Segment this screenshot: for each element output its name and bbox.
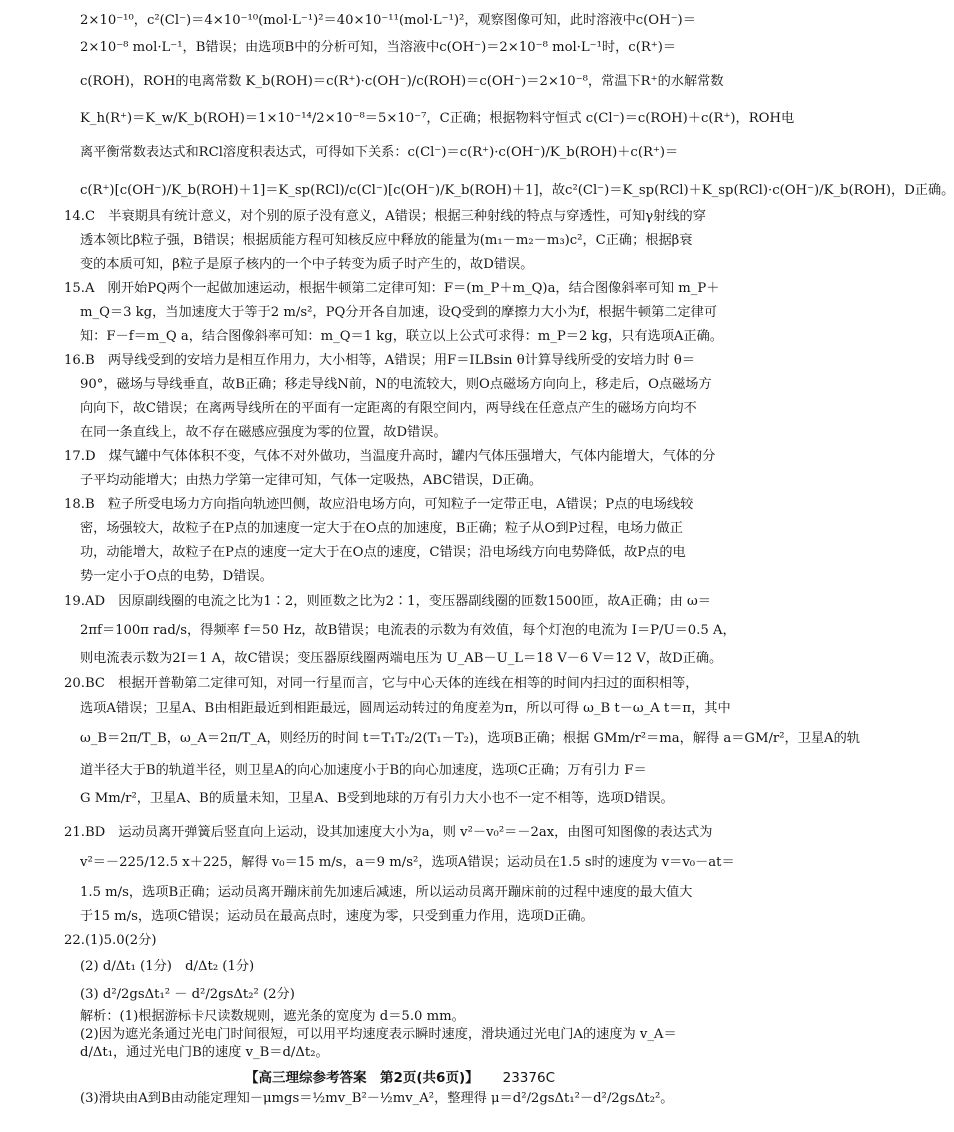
- text-line: 变的本质可知，β粒子是原子核内的一个中子转变为质子时产生的，故D错误。: [80, 257, 534, 272]
- text-line: K_h(R⁺)＝K_w/K_b(ROH)＝1×10⁻¹⁴/2×10⁻⁸＝5×10⁻⁷，C正确；根据物料守恒式 c(Cl⁻)＝c(ROH)＋c(R⁺)，ROH电: [80, 111, 795, 126]
- text-line: 1.5 m/s，选项B正确；运动员离开蹦床前先加速后减速，所以运动员离开蹦床前的过程中速度的最大值大: [80, 885, 693, 900]
- text-line: 密，场强较大，故粒子在P点的加速度一定大于在O点的加速度，B正确；粒子从O到P过程，电场力做正: [80, 521, 683, 536]
- text-line: 道半径大于B的轨道半径，则卫星A的向心加速度小于B的向心加速度，选项C正确；万有引力 F＝: [80, 763, 647, 778]
- answer-22: 22.(1)5.0(2分): [64, 933, 157, 948]
- text-line: m_Q＝3 kg，当加速度大于等于2 m/s²，PQ分开各自加速，设Q受到的摩擦力大小为f，根据牛顿第二定律可: [80, 305, 718, 320]
- analysis-line: 解析：(1)根据游标卡尺读数规则，遮光条的宽度为 d＝5.0 mm。: [80, 1009, 465, 1024]
- answer-22-part-2: (2) d/Δt₁ (1分) d/Δt₂ (1分): [80, 959, 255, 974]
- answer-14: 14.C 半衰期具有统计意义，对个别的原子没有意义，A错误；根据三种射线的特点与穿透性，可知γ射线的穿: [64, 209, 706, 224]
- text-line: 在同一条直线上，故不存在磁感应强度为零的位置，故D错误。: [80, 425, 447, 440]
- page-footer: [0, 1066, 800, 1086]
- answer-15: 15.A 刚开始PQ两个一起做加速运动，根据牛顿第二定律可知：F＝(m_P＋m_Q)a，结合图像斜率可知 m_P＋: [64, 281, 720, 296]
- answer-22-part-3: (3) d²/2gsΔt₁² － d²/2gsΔt₂² (2分): [80, 987, 295, 1002]
- text-line: 2×10⁻¹⁰，c²(Cl⁻)＝4×10⁻¹⁰(mol·L⁻¹)²＝40×10⁻¹¹(mol·L⁻¹)²，观察图像可知，此时溶液中c(OH⁻)＝: [80, 13, 696, 28]
- text-line: 离平衡常数表达式和RCl溶度积表达式，可得如下关系：c(Cl⁻)＝c(R⁺)·c(OH⁻)/K_b(ROH)＋c(R⁺)＝: [80, 145, 679, 160]
- text-line: ω_B＝2π/T_B，ω_A＝2π/T_A，则经历的时间 t＝T₁T₂/2(T₁－T₂)，选项B正确；根据 GMm/r²＝ma，解得 a＝GM/r²，卫星A的轨: [80, 731, 860, 746]
- text-line: 向向下，故C错误；在离两导线所在的平面有一定距离的有限空间内，两导线在任意点产生的磁场方向均不: [80, 401, 697, 416]
- answer-18: 18.B 粒子所受电场力方向指向轨迹凹侧，故应沿电场方向，可知粒子一定带正电，A错误；P点的电场线较: [64, 497, 694, 512]
- text-line: 子平均动能增大；由热力学第一定律可知，气体一定吸热，ABC错误，D正确。: [80, 473, 543, 488]
- analysis-line: d/Δt₁，通过光电门B的速度 v_B＝d/Δt₂。: [80, 1045, 329, 1060]
- analysis-line: (2)因为遮光条通过光电门时间很短，可以用平均速度表示瞬时速度，滑块通过光电门A的速度为 v_A＝: [80, 1027, 677, 1042]
- text-line: 透本领比β粒子强，B错误；根据质能方程可知核反应中释放的能量为(m₁－m₂－m₃)c²，C正确；根据β衰: [80, 233, 693, 248]
- text-line: c(R⁺)[c(OH⁻)/K_b(ROH)＋1]＝K_sp(RCl)/c(Cl⁻)[c(OH⁻)/K_b(ROH)＋1]，故c²(Cl⁻)＝K_sp(RCl)＋K_sp(RCl)·c(OH⁻)/K_b(ROH)，D正确。: [80, 183, 954, 198]
- answer-21: 21.BD 运动员离开弹簧后竖直向上运动，设其加速度大小为a，则 v²－v₀²＝－2ax，由图可知图像的表达式为: [64, 825, 713, 840]
- text-line: c(ROH)，ROH的电离常数 K_b(ROH)＝c(R⁺)·c(OH⁻)/c(ROH)＝c(OH⁻)＝2×10⁻⁸，常温下R⁺的水解常数: [80, 74, 724, 89]
- text-line: 90°，磁场与导线垂直，故B正确；移走导线N前，N的电流较大，则O点磁场方向向上，移走后，O点磁场方: [80, 377, 712, 392]
- text-line: 2×10⁻⁸ mol·L⁻¹，B错误；由选项B中的分析可知，当溶液中c(OH⁻)＝2×10⁻⁸ mol·L⁻¹时，c(R⁺)＝: [80, 40, 677, 55]
- analysis-line: (3)滑块由A到B由动能定理知－μmgs＝½mv_B²－½mv_A²，整理得 μ＝d²/2gsΔt₁²－d²/2gsΔt₂²。: [80, 1091, 674, 1106]
- answer-17: 17.D 煤气罐中气体体积不变，气体不对外做功，当温度升高时，罐内气体压强增大，气体内能增大，气体的分: [64, 449, 716, 464]
- text-line: 则电流表示数为2I＝1 A，故C错误；变压器原线圈两端电压为 U_AB－U_L＝18 V－6 V＝12 V，故D正确。: [80, 651, 723, 666]
- text-line: 知：F－f＝m_Q a，结合图像斜率可知：m_Q＝1 kg，联立以上公式可求得：m_P＝2 kg，只有选项A正确。: [80, 329, 723, 344]
- answer-20: 20.BC 根据开普勒第二定律可知，对同一行星而言，它与中心天体的连线在相等的时间内扫过的面积相等，: [64, 676, 699, 691]
- text-line: 于15 m/s，选项C错误；运动员在最高点时，速度为零，只受到重力作用，选项D正确。: [80, 909, 594, 924]
- text-line: v²＝－225/12.5 x＋225，解得 v₀＝15 m/s，a＝9 m/s²，选项A错误；运动员在1.5 s时的速度为 v＝v₀－at＝: [80, 855, 735, 870]
- text-line: 选项A错误；卫星A、B由相距最近到相距最远，圆周运动转过的角度差为π，所以可得 ω_B t－ω_A t＝π，其中: [80, 701, 731, 716]
- text-line: 功，动能增大，故粒子在P点的速度一定大于在O点的速度，C错误；沿电场线方向电势降低，故P点的电: [80, 545, 686, 560]
- footer-title: 【高三理综参考答案 第2页(共6页)】: [244, 1070, 479, 1086]
- answer-16: 16.B 两导线受到的安培力是相互作用力，大小相等，A错误；用F＝ILBsin θ计算导线所受的安培力时 θ＝: [64, 353, 696, 368]
- text-line: 势一定小于O点的电势，D错误。: [80, 569, 273, 584]
- answer-19: 19.AD 因原副线圈的电流之比为1∶2，则匝数之比为2∶1，变压器副线圈的匝数1500匝，故A正确；由 ω＝: [64, 594, 711, 609]
- text-line: 2πf＝100π rad/s，得频率 f＝50 Hz，故B错误；电流表的示数为有效值，每个灯泡的电流为 I＝P/U＝0.5 A，: [80, 623, 736, 638]
- footer-code: 23376C: [502, 1070, 555, 1086]
- text-line: G Mm/r²，卫星A、B的质量未知，卫星A、B受到地球的万有引力大小也不一定不相等，选项D错误。: [80, 791, 674, 806]
